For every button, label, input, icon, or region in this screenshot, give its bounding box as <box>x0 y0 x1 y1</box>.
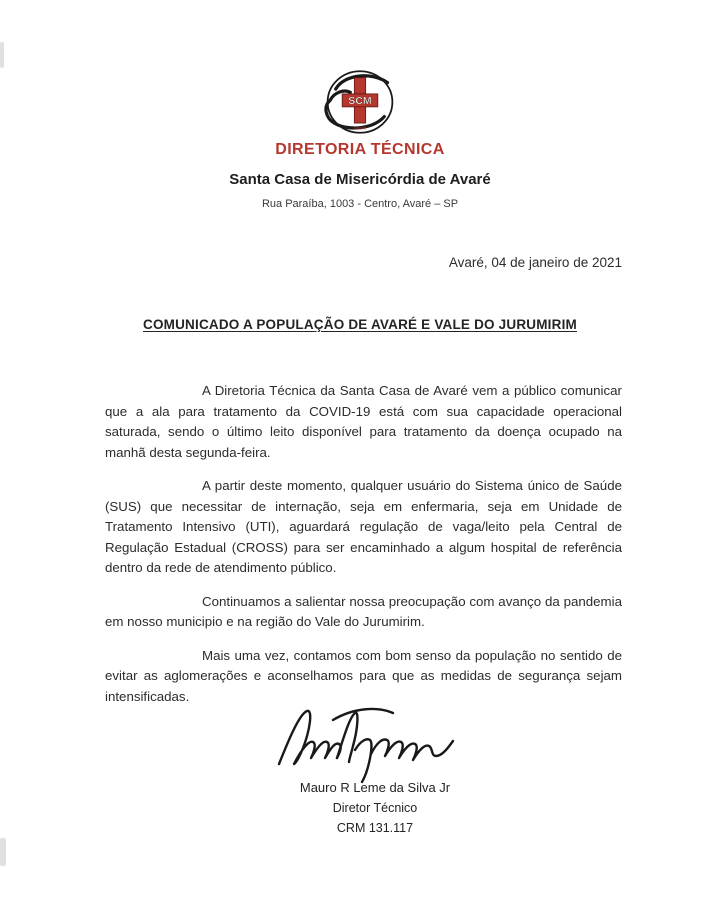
signer-name: Mauro R Leme da Silva Jr <box>299 780 451 795</box>
document-title: COMUNICADO A POPULAÇÃO DE AVARÉ E VALE DO JURUMIRIM <box>143 317 577 332</box>
letterhead-logo <box>0 68 720 141</box>
scan-artifact <box>0 838 6 866</box>
logo-sublabel: Avaré <box>353 126 367 132</box>
signer-registration: CRM 131.117 <box>336 821 414 835</box>
logo-letters: SCM <box>348 95 372 108</box>
paragraph-4: Mais uma vez, contamos com bom senso da população no sentido de evitar as aglomerações e aconselhamos para que as medidas de segurança sejam intensificadas. <box>105 647 622 704</box>
signer-role: Diretor Técnico <box>332 801 418 815</box>
letter-body <box>105 381 622 720</box>
handwritten-signature <box>265 698 485 784</box>
scan-artifact <box>0 42 4 68</box>
paragraph-2: A partir deste momento, qualquer usuário do Sistema único de Saúde (SUS) que necessitar de internação, seja em enfermaria, seja em Unidade de Tratamento Intensivo (UTI), aguardará regulação de vaga/leito pela Central de Regulação Estadual (CROSS) para ser encaminhado a algum hospital de referência dentro da rede de atendimento público. <box>105 478 622 575</box>
date-line: Avaré, 04 de janeiro de 2021 <box>448 255 622 270</box>
organization-name: Santa Casa de Misericórdia de Avaré <box>229 171 491 188</box>
paragraph-1: A Diretoria Técnica da Santa Casa de Avaré vem a público comunicar que a ala para tratamento da COVID-19 está com sua capacidade operacional saturada, sendo o último leito disponível para tratamento da doença ocupado na manhã desta segunda-feira. <box>105 383 622 460</box>
santa-casa-logo-icon <box>319 68 401 136</box>
signature-block <box>210 698 540 838</box>
organization-address: Rua Paraíba, 1003 - Centro, Avaré – SP <box>261 198 459 210</box>
paragraph-3: Continuamos a salientar nossa preocupação com avanço da pandemia em nosso municipio e na região do Vale do Jurumirim. <box>105 593 622 629</box>
department-title: DIRETORIA TÉCNICA <box>275 141 445 158</box>
